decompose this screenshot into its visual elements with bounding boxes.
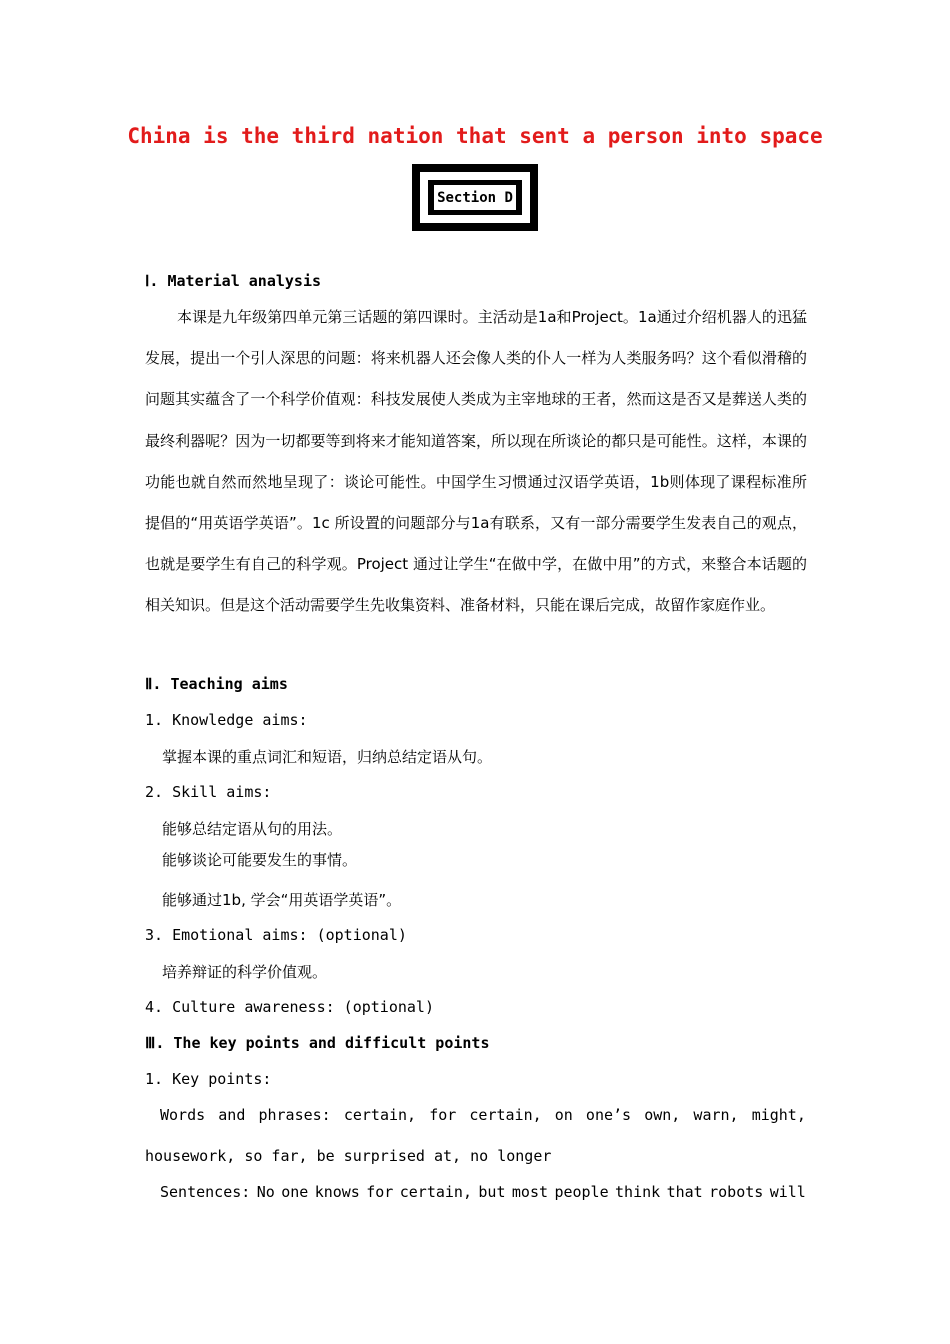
sentences-line-1: Sentences: No one knows for certain, but most people think that robots will [160, 1183, 806, 1201]
heading-teaching-aims: Ⅱ. Teaching aims [145, 675, 288, 693]
aim-skill-text-2: 能够谈论可能要发生的事情。 [162, 851, 358, 869]
aim-knowledge-text: 掌握本课的重点词汇和短语，归纳总结定语从句。 [162, 748, 493, 766]
aim-culture-label: 4. Culture awareness: (optional) [145, 998, 434, 1016]
words-phrases-line-2: housework, so far, be surprised at, no longer [145, 1147, 552, 1165]
aim-knowledge-label: 1. Knowledge aims: [145, 711, 308, 729]
words-phrases-line-1: Words and phrases: certain, for certain, on one’s own, warn, might, [160, 1106, 806, 1124]
section-label: Section D [434, 185, 516, 210]
aim-emotional-label: 3. Emotional aims: (optional) [145, 926, 407, 944]
document-title: China is the third nation that sent a person into space [127, 124, 823, 148]
heading-material-analysis: Ⅰ. Material analysis [145, 272, 322, 290]
key-points-label: 1. Key points: [145, 1070, 272, 1088]
aim-skill-text-1: 能够总结定语从句的用法。 [162, 820, 343, 838]
material-analysis-paragraph: 本课是九年级第四单元第三话题的第四课时。主活动是1a和Project。1a通过介绍机器人的迅猛发展，提出一个引人深思的问题：将来机器人还会像人类的仆人一样为人类服务吗？这个看似滑稽的问题其实蕴含了一个科学价值观：科技发展使人类成为主宰地球的王者，然而这是否又是葬送人类的最终利器呢？因为一切都要等到将来才能知道答案，所以现在所谈论的都只是可能性。这样，本课的功能也就自然而然地呈现了：谈论可能性。中国学生习惯通过汉语学英语，1b则体现了课程标准所提倡的“用英语学英语”。1c 所设置的问题部分与1a有联系，又有一部分需要学生发表自己的观点，也就是要学生有自己的科学观。Project 通过让学生“在做中学，在做中用”的方式，来整合本话题的相关知识。但是这个活动需要学生先收集资料、准备材料，只能在课后完成，故留作家庭作业。 [145, 308, 807, 615]
heading-key-points: Ⅲ. The key points and difficult points [145, 1034, 490, 1052]
aim-skill-label: 2. Skill aims: [145, 783, 272, 801]
section-label-box [412, 164, 538, 231]
aim-emotional-text: 培养辩证的科学价值观。 [162, 963, 328, 981]
aim-skill-text-3: 能够通过1b, 学会“用英语学英语”。 [162, 891, 402, 909]
